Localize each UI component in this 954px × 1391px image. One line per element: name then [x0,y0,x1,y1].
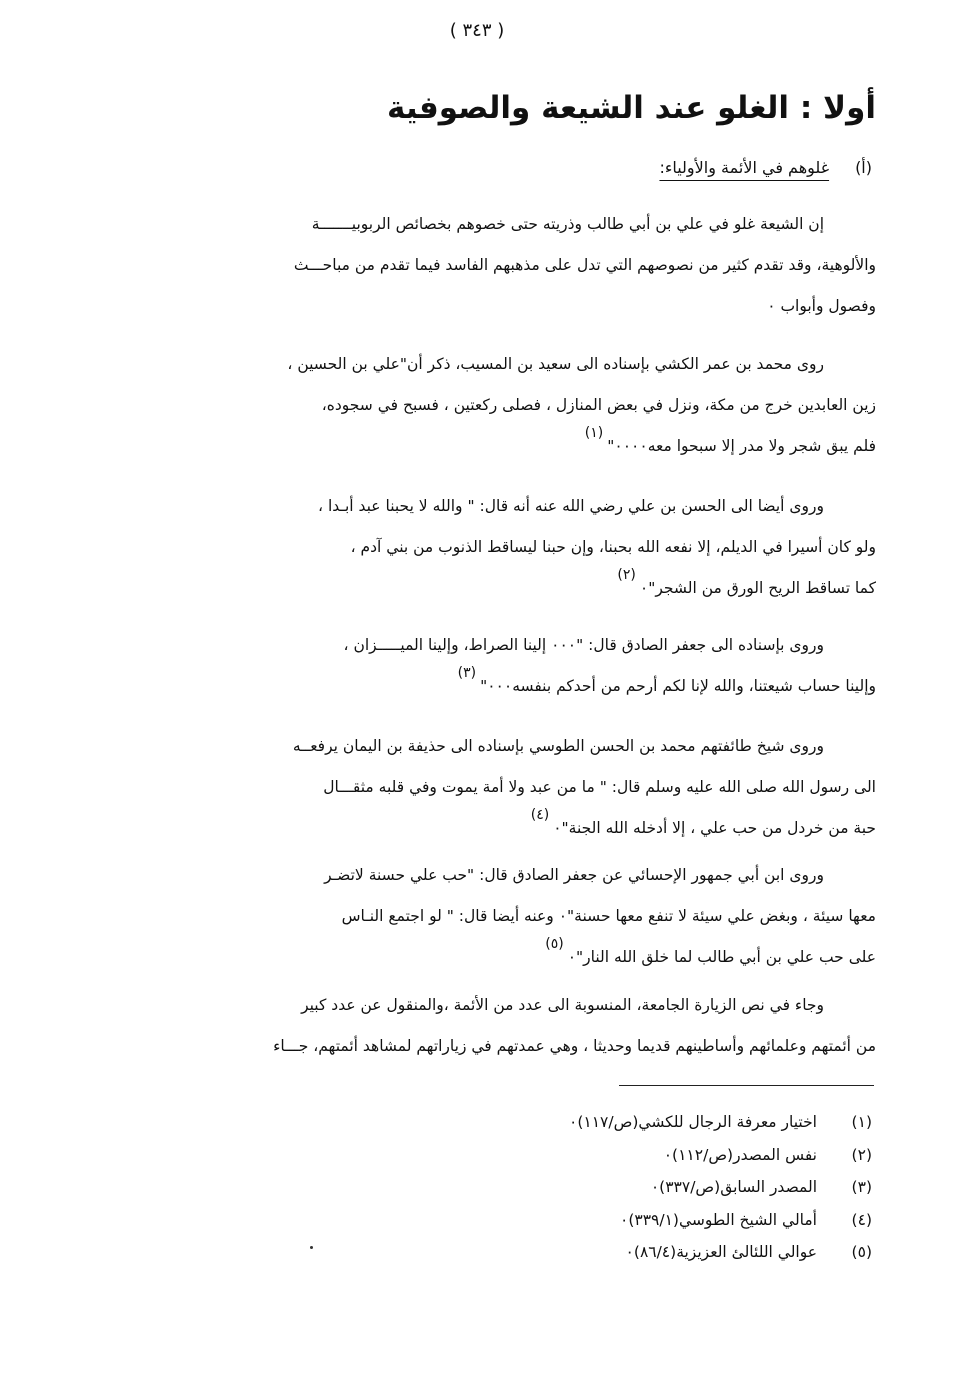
footnote [569,1204,872,1237]
footnote-reference: (٣) [457,665,477,681]
footnote [569,1171,872,1204]
paragraph [216,344,876,468]
paragraph-line [216,666,876,708]
footnotes [569,1106,872,1269]
footnote [569,1236,872,1269]
subsection-heading [659,158,872,177]
footnote-reference: (٢) [617,567,636,583]
footnote-text: عوالي اللئالئ العزيزية(٨٦/٤)٠ [625,1243,817,1261]
paragraph-line: وروى بإسناده الى جعفر الصادق قال: "٠٠٠ إلينا الصراط، وإلينا الميـــــزان ، [343,636,824,654]
footnote-number: (١) [851,1113,872,1131]
paragraph [216,625,876,708]
paragraph-line: وروى ابن أبي جمهور الإحسائي عن جعفر الصادق قال: "حب علي حسنة لاتضـر [324,866,824,884]
paragraph-line [216,426,876,468]
paragraph-line-text: فلم يبق شجر ولا مدر إلا سبحوا معه٠٠٠٠" [607,437,876,455]
paragraph-line-text: حبة من خردل من حب علي ، إلا أدخله الله الجنة"٠ [553,819,876,837]
footnote-text: المصدر السابق(ص/٣٣٧)٠ [650,1178,817,1196]
paragraph [216,486,876,610]
paragraph-line-text: وإلينا حساب شيعتنا، والله لإنا لكم أرحم من أحدكم بنفسه٠٠٠" [480,677,876,695]
paragraph-line: والألوهية، وقد تقدم كثير من نصوصهم التي تدل على مذهبهم الفاسد فيما تقدم من مباحـــث [293,256,876,274]
paragraph-line-text: على حب علي بن أبي طالب لما خلق الله النار"٠ [567,948,876,966]
footnote-separator [619,1085,874,1086]
paragraph-line [216,568,876,610]
paragraph [216,204,876,327]
paragraph-line: زين العابدين خرج من مكة، ونزل في بعض المنازل ، فصلى ركعتين ، فسبح في سجوده، [321,396,876,414]
footnote [569,1106,872,1139]
footnote-number: (٤) [851,1210,872,1229]
footnote-text: نفس المصدر(ص/١١٢)٠ [663,1145,817,1164]
paragraph-line: وروى أيضا الى الحسن بن علي رضي الله عنه أنه قال: " والله لا يحبنا عبد أبـدا ، [318,497,824,515]
paragraph-line-text: كما تساقط الريح الورق من الشجر"٠ [639,579,876,597]
page-number: ( ٣٤٣ ) [449,20,505,41]
footnote-number: (٣) [851,1178,872,1196]
paragraph [216,855,876,979]
footnote-number: (٥) [851,1243,872,1261]
footnote-text: أمالي الشيخ الطوسي(٣٣٩/١)٠ [620,1210,817,1229]
paragraph [216,726,876,850]
paragraph-line: إن الشيعة غلو في علي بن أبي طالب وذريته حتى خصوهم بخصائص الربوبيـــــــة [311,215,824,233]
paragraph-line: وفصول وأبواب ٠ [767,297,876,315]
paragraph-line: معها سيئة ، وبغض علي سيئة لا تنفع معها حسنة"٠ وعنه أيضا قال: " لو اجتمع النـاس [341,907,876,925]
paragraph-line: الى رسول الله صلى الله عليه وسلم قال: " ما من عبد ولا أمة يموت وفي قلبه مثقـــال [323,778,876,796]
paragraph-line [216,937,876,979]
paragraph-line: روى محمد بن عمر الكشي بإسناده الى سعيد بن المسيب، ذكر أن"علي بن الحسين ، [287,355,824,373]
subsection-marker: (أ) [855,158,872,177]
paragraph-line: ولو كان أسيرا في الديلم، إلا نفعه الله بحبنا، وإن حبنا ليساقط الذنوب من بني آدم ، [350,538,876,556]
footnote-text: اختيار معرفة الرجال للكشي(ص/١١٧)٠ [569,1113,817,1131]
subsection-title: غلوهم في الأئمة والأولياء: [659,158,830,177]
footnote-reference: (٤) [530,807,550,823]
scan-speck [310,1246,313,1249]
footnote-number: (٢) [851,1145,872,1164]
footnote [569,1139,872,1172]
paragraph [216,985,876,1067]
section-heading: أولا : الغلو عند الشيعة والصوفية [387,90,876,126]
paragraph-line: من أئمتهم وعلمائهم وأساطينهم قديما وحديثا ، وهي عمدتهم في زياراتهم لمشاهد أئمتهم، جـــاء [273,1037,876,1055]
footnote-reference: (٥) [545,936,564,952]
paragraph-line: وجاء في نص الزيارة الجامعة، المنسوبة الى عدد من الأئمة ،والمنقول عن عدد كبير [301,996,824,1014]
paragraph-line: وروى شيخ طائفتهم محمد بن الحسن الطوسي بإسناده الى حذيفة بن اليمان يرفعــه [292,737,824,755]
paragraph-line [216,808,876,850]
footnote-reference: (١) [584,425,604,441]
